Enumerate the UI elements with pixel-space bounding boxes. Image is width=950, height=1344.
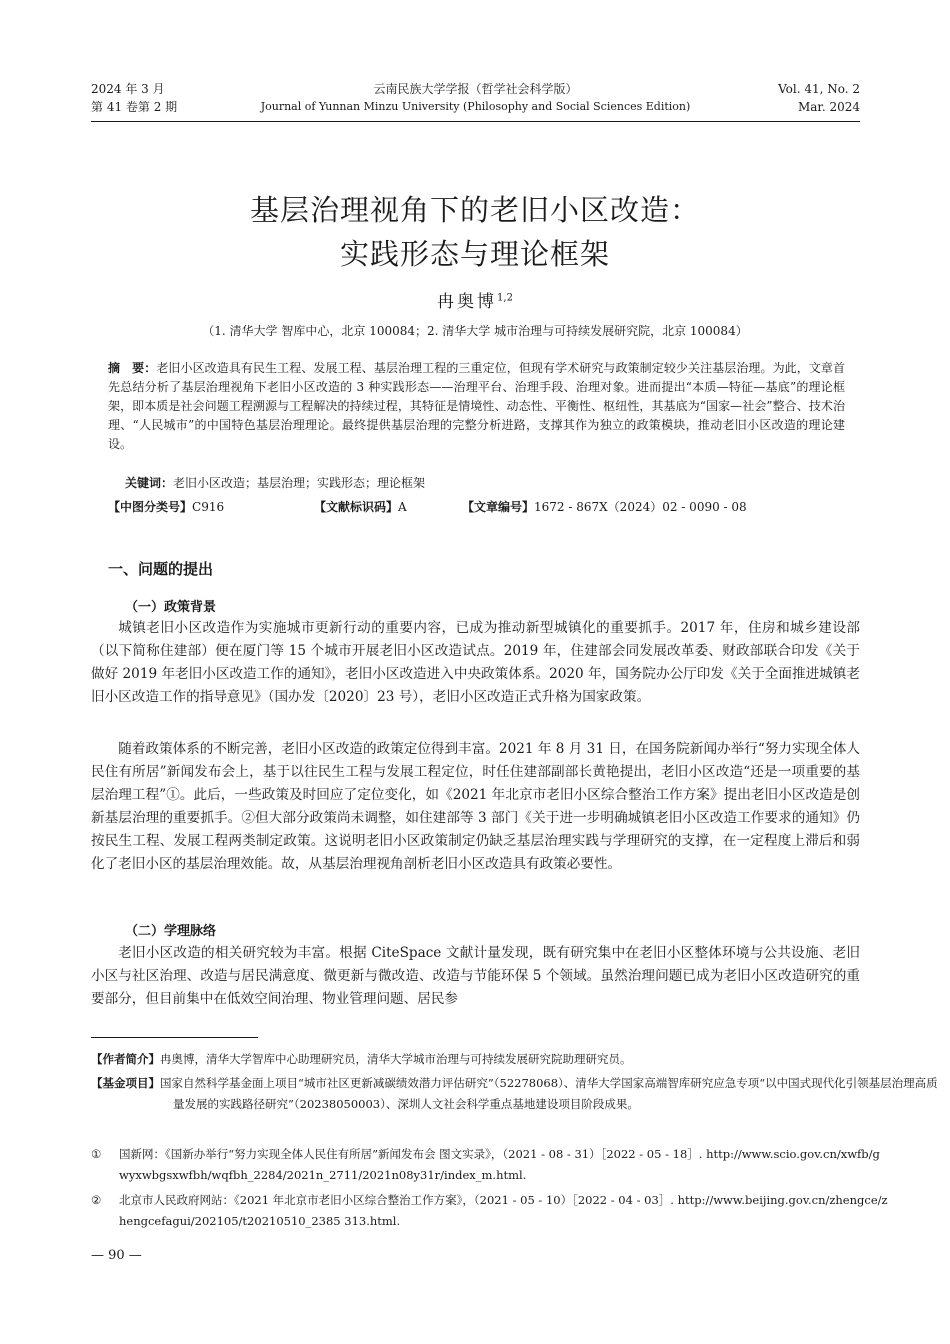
fund-note <box>91 1073 942 1115</box>
abstract-label: 摘 要： <box>108 361 157 375</box>
header-center <box>91 80 860 116</box>
author-line <box>0 287 950 312</box>
author-bio-note <box>91 1049 942 1070</box>
footnote-rule <box>91 1037 258 1038</box>
author-name: 冉奥博 <box>437 292 498 312</box>
title-line-2: 实践形态与理论框架 <box>339 237 610 271</box>
header-rule <box>91 121 860 122</box>
author-affil-mark: 1,2 <box>497 292 513 304</box>
subsection-heading-2: （二）学理脉络 <box>125 924 217 939</box>
footnote-1-text: 国新网：《国新办举行“努力实现全体人民住有所居”新闻发布会 图文实录》，（2021 - 08 - 31）［2022 - 05 - 18］. http://www.scio.gov.cn/xwfb/gwyxwbgsxwfbh/wqfbh_2284/2021n_2711/2021n08y31r/index_m.html. <box>119 1147 880 1182</box>
clc-label: 【中图分类号】 <box>108 500 193 514</box>
journal-name-en: Journal of Yunnan Minzu University (Philosophy and Social Sciences Edition) <box>260 100 691 113</box>
subsection-heading-1: （一）政策背景 <box>125 600 217 615</box>
header-right <box>778 80 860 116</box>
paragraph-2: 随着政策体系的不断完善，老旧小区改造的政策定位得到丰富。2021 年 8 月 31 日，在国务院新闻办举行“努力实现全体人民住有所居”新闻发布会上，基于以往民生工程与发展工程定位，时任住建部副部长黄艳提出，老旧小区改造“还是一项重要的基层治理工程”①。此后，一些政策及时回应了定位变化，如《2021 年北京市老旧小区综合整治工作方案》提出老旧小区改造是创新基层治理的重要抓手。②但大部分政策尚未调整，如住建部等 3 部门《关于进一步明确城镇老旧小区改造工作要求的通知》仍按民生工程、发展工程两类制定政策。这说明老旧小区政策制定仍缺乏基层治理实践与学理研究的支撑，在一定程度上滞后和弱化了老旧小区的基层治理效能。故，从基层治理视角剖析老旧小区改造具有政策必要性。 <box>91 741 860 872</box>
author-bio-label: 【作者简介】 <box>91 1052 160 1066</box>
classification-line <box>108 498 848 515</box>
article-no-value: 1672 - 867X（2024）02 - 0090 - 08 <box>534 500 747 514</box>
title-line-1: 基层治理视角下的老旧小区改造： <box>249 193 700 227</box>
footnote-1 <box>91 1144 888 1186</box>
author-bio-text: 冉奥博，清华大学智库中心助理研究员，清华大学城市治理与可持续发展研究院助理研究员。 <box>160 1052 632 1066</box>
fund-text: 国家自然科学基金面上项目“城市社区更新减碳绩效潜力评估研究”（52278068）、清华大学国家高端智库研究应急专项“以中国式现代化引领基层治理高质量发展的实践路径研究”（20238050003）、深圳人文社会科学重点基地建设项目阶段成果。 <box>160 1076 938 1111</box>
article-no-item <box>462 498 747 515</box>
paragraph-1: 城镇老旧小区改造作为实施城市更新行动的重要内容，已成为推动新型城镇化的重要抓手。2017 年，住房和城乡建设部（以下简称住建部）便在厦门等 15 个城市开展老旧小区改造试点。2019 年，住建部会同发展改革委、财政部联合印发《关于做好 2019 年老旧小区改造工作的通知》，老旧小区改造进入中央政策体系。2020 年，国务院办公厅印发《关于全面推进城镇老旧小区改造工作的指导意见》（国办发〔2020〕23 号），老旧小区改造正式升格为国家政策。 <box>91 620 860 705</box>
page-number: — 90 — <box>91 1248 142 1263</box>
doc-code-label: 【文献标识码】 <box>314 500 399 514</box>
journal-name-cn: 云南民族大学学报（哲学社会科学版） <box>373 82 578 96</box>
keywords <box>125 474 425 491</box>
header-volume: Vol. 41, No. 2 <box>778 82 860 96</box>
keywords-label: 关键词： <box>125 476 174 490</box>
fund-label: 【基金项目】 <box>91 1076 160 1090</box>
footnote-2 <box>91 1190 888 1232</box>
header-issue: 第 41 卷第 2 期 <box>91 100 178 114</box>
article-no-label: 【文章编号】 <box>462 500 535 514</box>
paragraph-3: 老旧小区改造的相关研究较为丰富。根据 CiteSpace 文献计量发现，既有研究集中在老旧小区整体环境与公共设施、老旧小区与社区治理、改造与居民满意度、微更新与微改造、改造与节能环保 5 个领域。虽然治理问题已成为老旧小区改造研究的重要部分，但目前集中在低效空间治理、物业管理问题、居民参 <box>91 945 860 1007</box>
section-heading: 一、问题的提出 <box>108 560 214 578</box>
header-date: 2024 年 3 月 <box>91 82 165 96</box>
clc-value: C916 <box>192 500 225 514</box>
doc-code-item <box>314 498 462 515</box>
footnote-2-text: 北京市人民政府网站：《2021 年北京市老旧小区综合整治工作方案》，（2021 - 05 - 10）［2022 - 04 - 03］. http://www.beijing.gov.cn/zhengce/zhengcefagui/202105/t20210510_2385 313.html. <box>119 1193 888 1228</box>
clc-item <box>108 498 314 515</box>
footnote-2-mark: ② <box>91 1193 102 1207</box>
affiliation: （1. 清华大学 智库中心，北京 100084；2. 清华大学 城市治理与可持续发展研究院，北京 100084） <box>202 324 748 338</box>
doc-code-value: A <box>398 500 407 514</box>
abstract-text: 老旧小区改造具有民生工程、发展工程、基层治理工程的三重定位，但现有学术研究与政策制定较少关注基层治理。为此，文章首先总结分析了基层治理视角下老旧小区改造的 3 种实践形态——治理平台、治理手段、治理对象。进而提出“本质—特征—基底”的理论框架，即本质是社会问题工程溯源与工程解决的持续过程，其特征是情境性、动态性、平衡性、枢纽性，其基底为“国家—社会”整合、技术治理、“人民城市”的中国特色基层治理理论。最终提供基层治理的完整分析进路，支撑其作为独立的政策模块，推动老旧小区改造的理论建设。 <box>108 361 845 451</box>
article-title <box>0 188 950 276</box>
running-header <box>91 80 860 120</box>
abstract <box>108 359 845 454</box>
footnote-1-mark: ① <box>91 1147 102 1161</box>
header-month: Mar. 2024 <box>797 100 860 114</box>
keywords-text: 老旧小区改造；基层治理；实践形态；理论框架 <box>173 476 426 490</box>
